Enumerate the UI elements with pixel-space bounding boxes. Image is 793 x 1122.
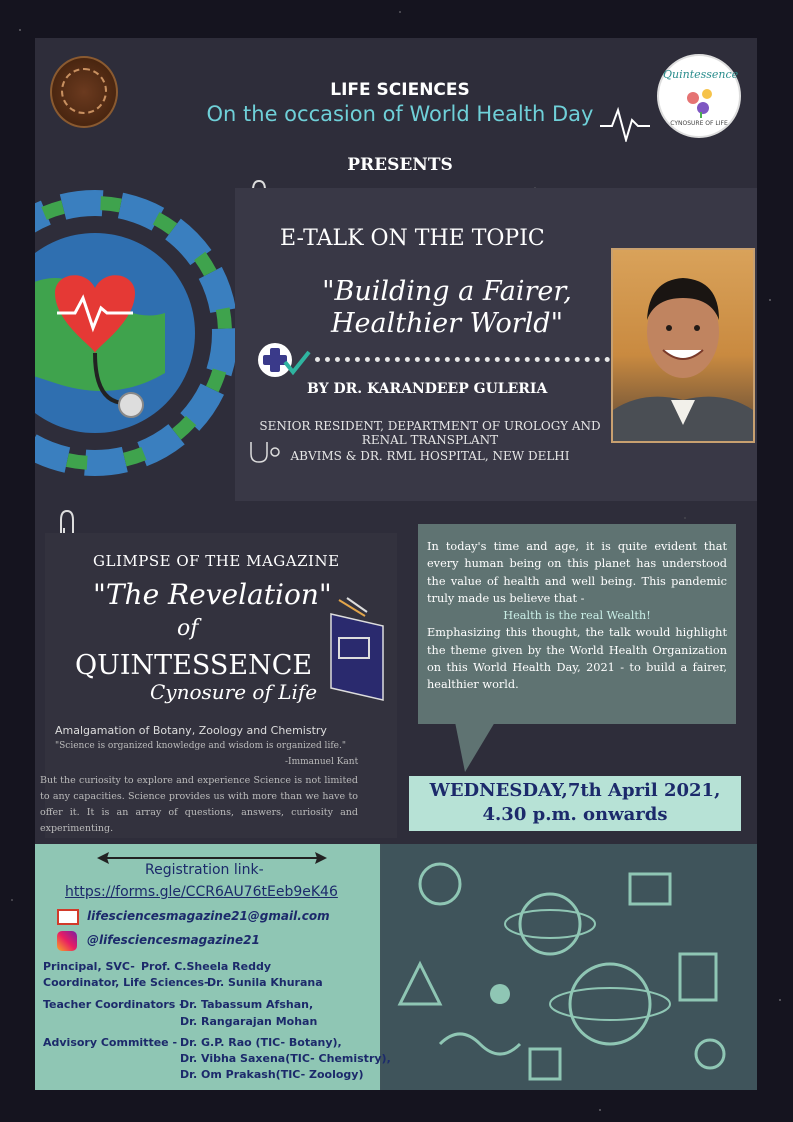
- magazine-tagline: Cynosure of Life: [150, 680, 318, 704]
- talk-topic-label: E-TALK ON THE TOPIC: [280, 226, 545, 251]
- instagram-handle[interactable]: @lifesciencesmagazine21: [87, 933, 260, 947]
- event-date: WEDNESDAY,7th April 2021,: [429, 780, 721, 801]
- dotted-divider: [315, 357, 610, 365]
- principal-label: Principal, SVC-: [43, 960, 135, 973]
- teacher-coordinators-label: Teacher Coordinators -: [43, 998, 184, 1011]
- speaker-role-line1: SENIOR RESIDENT, DEPARTMENT OF UROLOGY AND: [259, 419, 601, 433]
- speaker-institution: ABVIMS & DR. RML HOSPITAL, NEW DELHI: [290, 449, 570, 463]
- advisory-member-1: Dr. G.P. Rao (TIC- Botany),: [180, 1036, 342, 1049]
- mail-icon: [57, 909, 79, 925]
- advisory-member-3: Dr. Om Prakash(TIC- Zoology): [180, 1068, 364, 1081]
- teacher-coordinator-1: Dr. Tabassum Afshan,: [180, 998, 314, 1011]
- description-text: [427, 538, 727, 694]
- magazine-logo-subtitle: CYNOSURE OF LIFE: [670, 120, 728, 127]
- event-time: 4.30 p.m. onwards: [482, 804, 668, 825]
- magazine-quote: "Science is organized knowledge and wisdom is organized life.": [55, 741, 346, 751]
- description-para2: Emphasizing this thought, the talk would highlight the theme given by the World Health Organization on this World Health Day, 2021 - to build a fairer, healthier world.: [427, 626, 727, 692]
- college-seal-icon: [61, 68, 107, 114]
- book-icon: [325, 596, 391, 702]
- speaker-role: [245, 419, 615, 447]
- magazine-of: of: [177, 616, 199, 641]
- magazine-subjects: Amalgamation of Botany, Zoology and Chemistry: [55, 724, 327, 737]
- bubble-tail: [455, 722, 495, 772]
- instagram-icon: [57, 931, 77, 951]
- description-para1: In today's time and age, it is quite evident that every human being on this planet has understood the value of health and well being. This pandemic truly made us believe that -: [427, 540, 727, 605]
- medical-cross-check-icon: [257, 340, 313, 380]
- stethoscope-icon: [247, 440, 281, 464]
- registration-link[interactable]: https://forms.gle/CCR6AU76tEeb9eK46: [65, 884, 338, 900]
- speaker-portrait: [613, 250, 753, 441]
- magazine-quote-author: -Immanuel Kant: [285, 757, 359, 767]
- magazine-logo-text: Quintessence: [663, 68, 739, 81]
- principal-name: Prof. C.Sheela Reddy: [141, 960, 272, 973]
- heartbeat-icon: [600, 106, 650, 142]
- talk-title-line1: "Building a Fairer,: [322, 276, 572, 307]
- magazine-revelation: "The Revelation": [93, 578, 332, 611]
- teacher-coordinator-2: Dr. Rangarajan Mohan: [180, 1015, 318, 1028]
- coordinator-label: Coordinator, Life Sciences-: [43, 976, 209, 989]
- flower-icon: [683, 84, 719, 118]
- description-highlight: Health is the real Wealth!: [503, 609, 651, 623]
- contact-email[interactable]: lifesciencesmagazine21@gmail.com: [87, 909, 330, 923]
- poster: [35, 38, 757, 1090]
- speaker-name: BY DR. KARANDEEP GULERIA: [307, 381, 548, 397]
- magazine-body: But the curiosity to explore and experience Science is not limited to any capacities. Science provides us with more than we have to offer it. It is an array of questions, answers, curiosity and experimenting.: [40, 775, 358, 834]
- header-department: LIFE SCIENCES: [330, 80, 470, 100]
- coordinator-name: Dr. Sunila Khurana: [207, 976, 323, 989]
- header-presents: PRESENTS: [347, 155, 453, 175]
- talk-title: [297, 276, 597, 340]
- science-pattern-illustration: [380, 844, 757, 1090]
- advisory-committee-label: Advisory Committee -: [43, 1036, 178, 1049]
- registration-label: Registration link-: [145, 862, 264, 878]
- magazine-glimpse-label: GLIMPSE OF THE MAGAZINE: [93, 552, 340, 570]
- header-occasion: On the occasion of World Health Day: [206, 102, 594, 126]
- magazine-name: QUINTESSENCE: [75, 650, 313, 681]
- speaker-role-line2: RENAL TRANSPLANT: [361, 433, 499, 447]
- advisory-member-2: Dr. Vibha Saxena(TIC- Chemistry),: [180, 1052, 391, 1065]
- talk-title-line2: Healthier World": [330, 308, 564, 339]
- globe-people-illustration: [35, 143, 245, 508]
